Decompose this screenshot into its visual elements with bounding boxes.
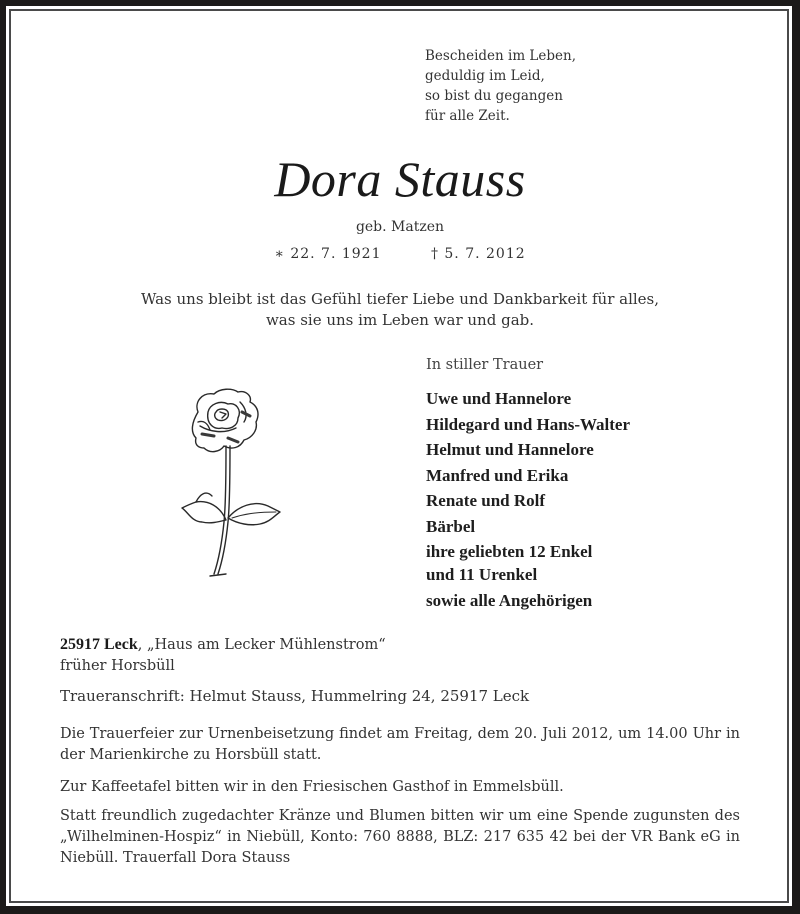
mourning-address: Traueranschrift: Helmut Stauss, Hummelring 24, 25917 Leck <box>60 687 530 705</box>
memorial-quote <box>0 289 800 331</box>
residence-home: , „Haus am Lecker Mühlenstrom“ <box>137 637 386 653</box>
motto-line: für alle Zeit. <box>425 108 510 124</box>
mourner-item: Uwe und Hannelore <box>426 389 572 408</box>
mourner-item: ihre geliebten 12 Enkel <box>426 542 593 561</box>
birth-date: ∗ 22. 7. 1921 <box>274 246 382 262</box>
deceased-name: Dora Stauss <box>274 151 526 207</box>
rose-icon <box>180 382 290 582</box>
death-date: † 5. 7. 2012 <box>430 246 526 262</box>
mourner-item: und 11 Urenkel <box>426 564 538 584</box>
mourner-item: Helmut und Hannelore <box>426 440 594 459</box>
funeral-info: Die Trauerfeier zur Urnenbeisetzung findet am Freitag, dem 20. Juli 2012, um 14.00 Uhr in der Marienkirche zu Horsbüll statt. <box>60 726 740 763</box>
coffee-info: Zur Kaffeetafel bitten wir in den Friesischen Gasthof in Emmelsbüll. <box>60 779 564 795</box>
residence-place: 25917 Leck <box>60 636 138 653</box>
mourner-item: sowie alle Angehörigen <box>426 590 593 610</box>
quote-line: Was uns bleibt ist das Gefühl tiefer Liebe und Dankbarkeit für alles, <box>140 290 660 308</box>
mourner-list <box>426 386 630 613</box>
mourner-item: Renate und Rolf <box>426 491 546 510</box>
birth-name: geb. Matzen <box>355 219 445 235</box>
motto-line: so bist du gegangen <box>425 88 563 104</box>
life-dates <box>0 246 800 262</box>
motto-line: Bescheiden im Leben, <box>425 48 576 64</box>
mourner-item: Manfred und Erika <box>426 465 569 485</box>
motto-line: geduldig im Leid, <box>425 68 545 84</box>
residence <box>60 634 386 677</box>
former-residence: früher Horsbüll <box>60 658 175 674</box>
motto-verse <box>425 46 576 126</box>
donation-info: Statt freundlich zugedachter Kränze und Blumen bitten wir um eine Spende zugunsten des „Wilhelminen-Hospiz“ in Niebüll, Konto: 760 8888, BLZ: 217 635 42 bei der VR Bank eG in Niebüll. Trauerfall Dora Stauss <box>60 808 740 866</box>
mourner-item: Bärbel <box>426 516 476 536</box>
mourner-item: Hildegard und Hans-Walter <box>426 414 631 434</box>
mourning-heading: In stiller Trauer <box>426 357 544 373</box>
quote-line: was sie uns im Leben war und gab. <box>265 311 535 329</box>
